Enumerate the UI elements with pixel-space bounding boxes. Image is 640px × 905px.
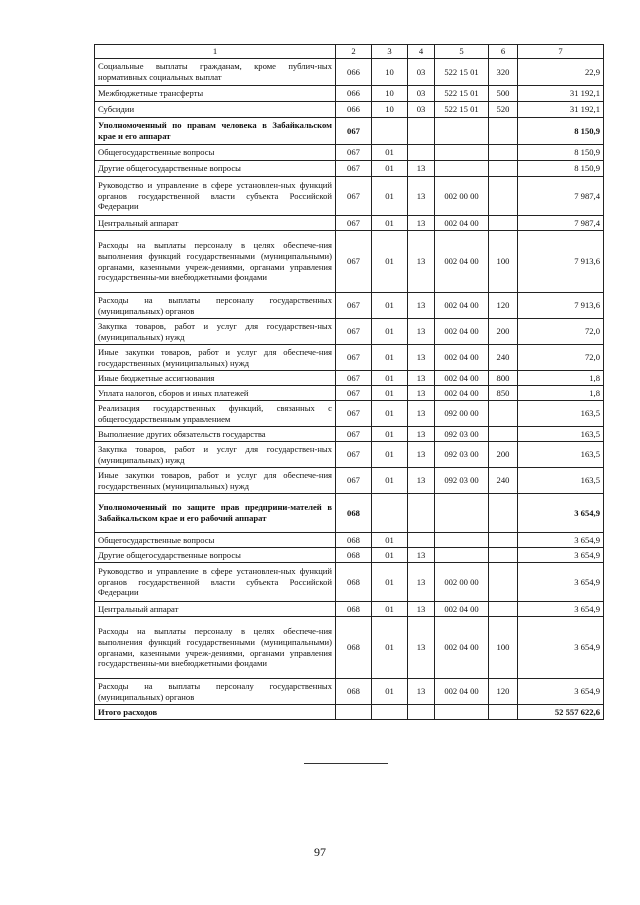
table-row [95,371,604,386]
subsection-code: 13 [408,427,435,442]
target-article-code [435,548,489,563]
row-name: Другие общегосударственные вопросы [95,161,336,177]
amount: 7 987,4 [518,216,604,231]
table-row [95,345,604,371]
target-article-code: 002 04 00 [435,293,489,319]
expense-type-code [489,705,518,720]
subsection-code [408,145,435,161]
row-name: Центральный аппарат [95,216,336,231]
section-code: 01 [372,319,408,345]
ved-code: 068 [336,533,372,548]
section-code: 01 [372,563,408,602]
amount: 3 654,9 [518,617,604,679]
table-row [95,427,604,442]
subsection-code [408,118,435,145]
row-name: Социальные выплаты гражданам, кроме публич-ных нормативных социальных выплат [95,59,336,86]
ved-code: 068 [336,679,372,705]
row-name: Расходы на выплаты персоналу в целях обеспече-ния выполнения функций государственными (муниципальными) органами, казенными учреж-дениями, органами управления государственны-ми внебюджетными фондами [95,231,336,293]
table-row [95,161,604,177]
expense-type-code [489,216,518,231]
target-article-code: 092 03 00 [435,427,489,442]
section-code: 01 [372,548,408,563]
ved-code: 068 [336,617,372,679]
target-article-code [435,145,489,161]
section-code: 01 [372,602,408,617]
ved-code: 067 [336,371,372,386]
amount: 163,5 [518,427,604,442]
row-name: Иные бюджетные ассигнования [95,371,336,386]
section-code: 01 [372,231,408,293]
amount: 3 654,9 [518,602,604,617]
subsection-code [408,494,435,533]
amount: 1,8 [518,386,604,401]
amount: 8 150,9 [518,145,604,161]
section-code: 01 [372,679,408,705]
amount: 72,0 [518,319,604,345]
ved-code: 067 [336,216,372,231]
ved-code: 067 [336,161,372,177]
section-code: 01 [372,617,408,679]
ved-code: 066 [336,86,372,102]
expense-type-code: 800 [489,371,518,386]
subsection-code: 13 [408,548,435,563]
budget-table [94,44,604,720]
section-code: 01 [372,427,408,442]
row-name: Руководство и управление в сфере установлен-ных функций органов государственной власти субъекта Российской Федерации [95,177,336,216]
ved-code [336,705,372,720]
subsection-code: 13 [408,371,435,386]
table-row [95,177,604,216]
ved-code: 067 [336,442,372,468]
row-name: Расходы на выплаты персоналу государственных (муниципальных) органов [95,679,336,705]
section-code: 01 [372,161,408,177]
expense-type-code: 240 [489,468,518,494]
ved-code: 067 [336,231,372,293]
column-number: 3 [372,45,408,59]
table-row [95,59,604,86]
row-name: Общегосударственные вопросы [95,533,336,548]
expense-type-code: 320 [489,59,518,86]
expense-type-code: 120 [489,679,518,705]
table-row [95,216,604,231]
table-body [95,45,604,720]
amount: 7 987,4 [518,177,604,216]
subsection-code: 13 [408,345,435,371]
row-name: Руководство и управление в сфере установлен-ных функций органов государственной власти субъекта Российской Федерации [95,563,336,602]
table-row [95,145,604,161]
subsection-code: 13 [408,563,435,602]
table-row [95,563,604,602]
amount: 1,8 [518,371,604,386]
ved-code: 067 [336,118,372,145]
subsection-code [408,533,435,548]
amount: 163,5 [518,401,604,427]
expense-type-code [489,161,518,177]
table-row [95,102,604,118]
target-article-code: 002 04 00 [435,679,489,705]
table-row [95,617,604,679]
expense-type-code [489,548,518,563]
row-name: Итого расходов [95,705,336,720]
ved-code: 066 [336,59,372,86]
section-code: 10 [372,102,408,118]
table-row [95,442,604,468]
row-name: Расходы на выплаты персоналу в целях обеспече-ния выполнения функций государственными (муниципальными) органами, казенными учреж-дениями, органами управления государственны-ми внебюджетными фондами [95,617,336,679]
table-row [95,468,604,494]
expense-type-code: 100 [489,231,518,293]
expense-type-code [489,563,518,602]
target-article-code [435,494,489,533]
amount: 7 913,6 [518,293,604,319]
section-code: 01 [372,386,408,401]
subsection-code: 13 [408,161,435,177]
subsection-code: 03 [408,86,435,102]
expense-type-code [489,533,518,548]
section-code: 01 [372,442,408,468]
expense-type-code: 200 [489,442,518,468]
row-name: Расходы на выплаты персоналу государственных (муниципальных) органов [95,293,336,319]
subsection-code: 13 [408,602,435,617]
ved-code: 068 [336,563,372,602]
section-code: 01 [372,468,408,494]
row-name: Центральный аппарат [95,602,336,617]
target-article-code [435,118,489,145]
ved-code: 067 [336,319,372,345]
table-row [95,401,604,427]
section-code: 01 [372,401,408,427]
expense-type-code: 200 [489,319,518,345]
table-row [95,494,604,533]
table-row [95,602,604,617]
ved-code: 068 [336,548,372,563]
section-code: 01 [372,293,408,319]
expense-type-code [489,177,518,216]
table-row [95,293,604,319]
target-article-code: 522 15 01 [435,86,489,102]
amount: 3 654,9 [518,533,604,548]
amount: 8 150,9 [518,118,604,145]
subsection-code: 13 [408,401,435,427]
row-name: Закупка товаров, работ и услуг для государствен-ных (муниципальных) нужд [95,319,336,345]
ved-code: 067 [336,386,372,401]
target-article-code [435,533,489,548]
amount: 7 913,6 [518,231,604,293]
subsection-code: 13 [408,177,435,216]
subsection-code [408,705,435,720]
target-article-code: 092 03 00 [435,468,489,494]
target-article-code: 002 04 00 [435,386,489,401]
target-article-code: 002 04 00 [435,371,489,386]
target-article-code: 002 00 00 [435,177,489,216]
section-code: 01 [372,145,408,161]
table-row [95,86,604,102]
target-article-code: 002 04 00 [435,617,489,679]
target-article-code: 092 03 00 [435,442,489,468]
section-code [372,118,408,145]
table-row [95,319,604,345]
ved-code: 067 [336,145,372,161]
target-article-code: 002 04 00 [435,345,489,371]
amount: 163,5 [518,442,604,468]
row-name: Иные закупки товаров, работ и услуг для обеспече-ния государственных (муниципальных) нужд [95,345,336,371]
column-number: 2 [336,45,372,59]
expense-type-code: 240 [489,345,518,371]
ved-code: 067 [336,177,372,216]
amount: 8 150,9 [518,161,604,177]
subsection-code: 13 [408,679,435,705]
target-article-code [435,161,489,177]
ved-code: 066 [336,102,372,118]
target-article-code [435,705,489,720]
column-number: 4 [408,45,435,59]
column-number: 1 [95,45,336,59]
subsection-code: 13 [408,386,435,401]
expense-type-code [489,118,518,145]
expense-type-code: 500 [489,86,518,102]
column-number: 7 [518,45,604,59]
target-article-code: 522 15 01 [435,59,489,86]
column-number: 5 [435,45,489,59]
amount: 22,9 [518,59,604,86]
row-name: Межбюджетные трансферты [95,86,336,102]
amount: 163,5 [518,468,604,494]
section-code [372,494,408,533]
expense-type-code [489,145,518,161]
target-article-code: 002 00 00 [435,563,489,602]
expense-type-code: 100 [489,617,518,679]
expense-type-code [489,602,518,617]
ved-code: 068 [336,602,372,617]
column-number-row [95,45,604,59]
row-name: Уплата налогов, сборов и иных платежей [95,386,336,401]
subsection-code: 13 [408,216,435,231]
table-row [95,118,604,145]
target-article-code: 522 15 01 [435,102,489,118]
table-row [95,705,604,720]
subsection-code: 13 [408,231,435,293]
expense-type-code: 520 [489,102,518,118]
expense-type-code [489,427,518,442]
section-code: 10 [372,59,408,86]
target-article-code: 002 04 00 [435,231,489,293]
table-row [95,386,604,401]
row-name: Другие общегосударственные вопросы [95,548,336,563]
expense-type-code [489,494,518,533]
amount: 3 654,9 [518,548,604,563]
target-article-code: 002 04 00 [435,319,489,345]
ved-code: 067 [336,293,372,319]
row-name: Выполнение других обязательств государства [95,427,336,442]
table-row [95,679,604,705]
table-row [95,533,604,548]
row-name: Реализация государственных функций, связанных с общегосударственным управлением [95,401,336,427]
amount: 3 654,9 [518,679,604,705]
section-code: 01 [372,216,408,231]
row-name: Иные закупки товаров, работ и услуг для обеспече-ния государственных (муниципальных) нужд [95,468,336,494]
section-code: 01 [372,177,408,216]
row-name: Уполномоченный по правам человека в Забайкальском крае и его аппарат [95,118,336,145]
amount: 31 192,1 [518,102,604,118]
table-row [95,548,604,563]
subsection-code: 13 [408,319,435,345]
amount: 3 654,9 [518,494,604,533]
subsection-code: 13 [408,617,435,679]
subsection-code: 13 [408,468,435,494]
amount: 52 557 622,6 [518,705,604,720]
amount: 72,0 [518,345,604,371]
expense-type-code: 120 [489,293,518,319]
ved-code: 067 [336,401,372,427]
ved-code: 068 [336,494,372,533]
expense-type-code [489,401,518,427]
section-code [372,705,408,720]
footnote-divider [304,763,388,764]
table-row [95,231,604,293]
subsection-code: 13 [408,293,435,319]
subsection-code: 13 [408,442,435,468]
page-number: 97 [314,845,326,859]
section-code: 01 [372,371,408,386]
amount: 31 192,1 [518,86,604,102]
row-name: Субсидии [95,102,336,118]
subsection-code: 03 [408,102,435,118]
ved-code: 067 [336,345,372,371]
subsection-code: 03 [408,59,435,86]
target-article-code: 002 04 00 [435,216,489,231]
row-name: Закупка товаров, работ и услуг для государствен-ных (муниципальных) нужд [95,442,336,468]
expense-type-code: 850 [489,386,518,401]
row-name: Уполномоченный по защите прав предприни-мателей в Забайкальском крае и его рабочий аппарат [95,494,336,533]
amount: 3 654,9 [518,563,604,602]
ved-code: 067 [336,468,372,494]
section-code: 01 [372,533,408,548]
section-code: 10 [372,86,408,102]
section-code: 01 [372,345,408,371]
target-article-code: 002 04 00 [435,602,489,617]
target-article-code: 092 00 00 [435,401,489,427]
column-number: 6 [489,45,518,59]
ved-code: 067 [336,427,372,442]
row-name: Общегосударственные вопросы [95,145,336,161]
